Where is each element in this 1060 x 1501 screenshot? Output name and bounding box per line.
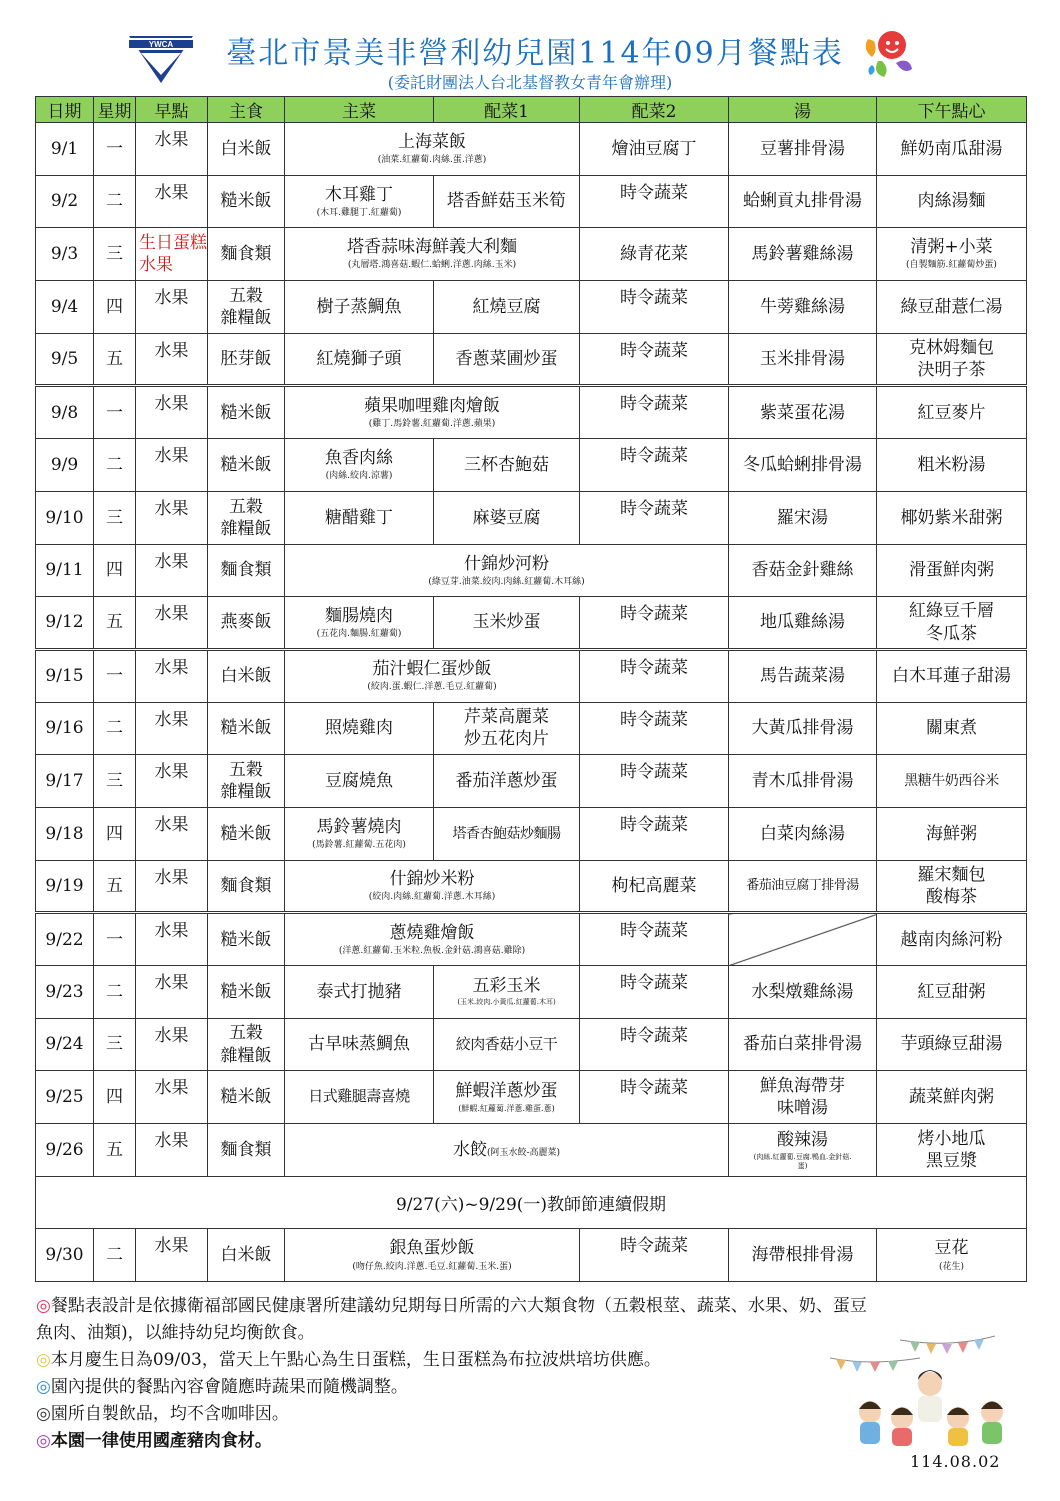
snack-line2: 冬瓜茶 (926, 623, 977, 644)
soup-cell: 番茄油豆腐丁排骨湯 (729, 860, 877, 913)
main-ingredients: (肉絲.絞肉.涼薯) (325, 471, 393, 482)
weekday-cell: 二 (94, 175, 136, 228)
table-row (36, 439, 1027, 492)
main-dish: 魚香肉絲 (325, 448, 393, 469)
main-ingredients: (阿玉水餃-高麗菜) (486, 1147, 561, 1158)
snack-line1: 羅宋麵包 (917, 864, 986, 885)
date-cell: 9/2 (36, 175, 94, 228)
table-row (36, 386, 1027, 439)
staple-cell: 糙米飯 (208, 702, 285, 755)
main-cell: 糖醋雞丁 (285, 491, 434, 544)
table-row (36, 1124, 1027, 1177)
date-cell: 9/19 (36, 860, 94, 913)
snack-cell (877, 228, 1027, 281)
side1-dish: 鮮蝦洋蔥炒蛋 (455, 1081, 558, 1102)
note-text: 餐點表設計是依據衛福部國民健康署所建議幼兒期每日所需的六大類食物（五穀根莖、蔬菜、水果、奶、蛋豆 (50, 1296, 867, 1316)
date-cell: 9/8 (36, 386, 94, 439)
side2-cell: 時令蔬菜 (580, 491, 729, 544)
table-header-row (36, 97, 1027, 123)
main-cell (285, 386, 580, 439)
date-cell: 9/5 (36, 333, 94, 386)
table-row (36, 755, 1027, 808)
soup-cell: 香菇金針雞絲 (729, 544, 877, 597)
breakfast-cell: 水果 (136, 597, 208, 650)
snack-cell: 黑糖牛奶西谷米 (877, 755, 1027, 808)
main-cell (285, 175, 434, 228)
staple-cell (208, 281, 285, 334)
snack-ingredients: (花生) (938, 1261, 965, 1272)
note-mark: ◎ (36, 1377, 51, 1397)
soup-cell: 海帶根排骨湯 (729, 1229, 877, 1282)
snack-cell: 越南肉絲河粉 (877, 913, 1027, 966)
page-title: 臺北市景美非營利幼兒園114年09月餐點表 (226, 36, 844, 71)
snack-cell (877, 597, 1027, 650)
main-cell: 樹子蒸鯛魚 (285, 281, 434, 334)
side2-cell: 時令蔬菜 (580, 913, 729, 966)
col-weekday: 星期 (94, 97, 136, 123)
staple-cell: 胚芽飯 (208, 333, 285, 386)
main-dish: 銀魚蛋炒飯 (389, 1238, 475, 1259)
side1-ingredients: (鮮蝦.紅蘿蔔.洋蔥.雞蛋.蔥) (458, 1104, 555, 1114)
snack-item: 豆花 (934, 1238, 969, 1259)
staple-cell: 糙米飯 (208, 439, 285, 492)
breakfast-cell: 水果 (136, 860, 208, 913)
main-cell (285, 649, 580, 702)
weekday-cell: 一 (94, 386, 136, 439)
main-dish: 什錦炒河粉 (464, 553, 549, 574)
main-dish: 什錦炒米粉 (389, 869, 475, 890)
main-ingredients: (絞肉.蛋.蝦仁.洋蔥.毛豆.紅蘿蔔) (367, 682, 497, 693)
main-cell: 泰式打拋豬 (285, 966, 434, 1019)
main-cell: 豆腐燒魚 (285, 755, 434, 808)
soup-cell: 青木瓜排骨湯 (729, 755, 877, 808)
snack-line1: 烤小地瓜 (917, 1128, 986, 1149)
weekday-cell: 二 (94, 702, 136, 755)
col-side2: 配菜2 (580, 97, 729, 123)
soup-cell: 白菜肉絲湯 (729, 807, 877, 860)
main-cell (285, 1229, 580, 1282)
main-cell (285, 807, 434, 860)
staple-line1: 五穀 (229, 1023, 263, 1044)
snack-ingredients: (自製麵筋.紅蘿蔔炒蛋) (906, 260, 997, 271)
breakfast-cell: 水果 (136, 123, 208, 176)
main-dish: 水餃 (452, 1139, 487, 1160)
snack-line2: 酸梅茶 (926, 886, 977, 907)
breakfast-fruit: 水果 (139, 255, 173, 276)
soup-cell: 牛蒡雞絲湯 (729, 281, 877, 334)
soup-cell (729, 1124, 877, 1177)
soup-cell: 蛤蜊貢丸排骨湯 (729, 175, 877, 228)
soup-cell: 馬鈴薯雞絲湯 (729, 228, 877, 281)
main-cell: 古早味蒸鯛魚 (285, 1018, 434, 1071)
weekday-cell: 四 (94, 544, 136, 597)
weekday-cell: 三 (94, 228, 136, 281)
breakfast-cell: 水果 (136, 755, 208, 808)
weekday-cell: 四 (94, 281, 136, 334)
date-cell: 9/30 (36, 1229, 94, 1282)
weekday-cell: 三 (94, 755, 136, 808)
main-ingredients: (木耳.雞腿丁.紅蘿蔔) (316, 207, 402, 218)
staple-cell (208, 1018, 285, 1071)
breakfast-cell: 水果 (136, 966, 208, 1019)
soup-ingredients-line1: (肉絲.紅蘿蔔.豆腐.鴨血.金針菇. (753, 1152, 852, 1161)
date-cell: 9/4 (36, 281, 94, 334)
soup-ingredients-line2: 蛋) (797, 1161, 808, 1170)
table-row (36, 597, 1027, 650)
staple-cell: 麵食類 (208, 1124, 285, 1177)
staple-cell: 糙米飯 (208, 807, 285, 860)
table-row (36, 228, 1027, 281)
side1-line1: 芹菜高麗菜 (464, 707, 549, 728)
main-dish: 茄汁蝦仁蛋炒飯 (372, 659, 492, 680)
date-cell: 9/1 (36, 123, 94, 176)
snack-cell: 椰奶紫米甜粥 (877, 491, 1027, 544)
breakfast-cell: 水果 (136, 544, 208, 597)
staple-cell: 糙米飯 (208, 1071, 285, 1124)
table-row (36, 966, 1027, 1019)
side2-cell: 時令蔬菜 (580, 1229, 729, 1282)
ywca-logo (127, 33, 195, 85)
soup-cell: 玉米排骨湯 (729, 333, 877, 386)
date-cell: 9/22 (36, 913, 94, 966)
col-staple: 主食 (208, 97, 285, 123)
soup-cell: 羅宋湯 (729, 491, 877, 544)
weekday-cell: 五 (94, 333, 136, 386)
main-dish: 塔香蒜味海鮮義大利麵 (347, 237, 517, 258)
weekday-cell: 三 (94, 491, 136, 544)
weekday-cell: 一 (94, 913, 136, 966)
staple-line2: 雜糧飯 (220, 782, 272, 803)
table-row (36, 913, 1027, 966)
staple-line1: 五穀 (229, 760, 263, 780)
note-text: 本月慶生日為09/03，當天上午點心為生日蛋糕，生日蛋糕為布拉波烘培坊供應。 (50, 1350, 661, 1370)
main-dish: 馬鈴薯燒肉 (316, 816, 402, 837)
side2-cell: 燴油豆腐丁 (580, 123, 729, 176)
main-dish: 蘋果咖哩雞肉燴飯 (364, 395, 500, 416)
main-ingredients: (丸層塔.鴻喜菇.蝦仁.蛤蜊.洋蔥.肉絲.玉米) (347, 260, 517, 271)
side2-cell: 時令蔬菜 (580, 807, 729, 860)
staple-cell: 糙米飯 (208, 175, 285, 228)
side2-cell: 時令蔬菜 (580, 1018, 729, 1071)
breakfast-cell: 水果 (136, 1229, 208, 1282)
side2-cell: 時令蔬菜 (580, 175, 729, 228)
side1-cell: 玉米炒蛋 (434, 597, 580, 650)
soup-item: 酸辣湯 (777, 1130, 828, 1151)
main-ingredients: (絞肉.肉絲.紅蘿蔔.洋蔥.木耳絲) (368, 892, 496, 903)
main-cell (285, 597, 434, 650)
side1-cell: 麻婆豆腐 (434, 491, 580, 544)
side1-cell: 紅燒豆腐 (434, 281, 580, 334)
note-mark: ◎ (36, 1296, 51, 1316)
staple-cell: 白米飯 (208, 649, 285, 702)
side1-ingredients: (玉米.絞肉.小黃瓜.紅蘿蔔.木耳) (457, 998, 556, 1007)
main-cell (285, 913, 580, 966)
weekday-cell: 二 (94, 439, 136, 492)
note-mark: ◎ (36, 1350, 51, 1370)
col-soup: 湯 (729, 97, 877, 123)
staple-line2: 雜糧飯 (220, 518, 272, 539)
table-row (36, 807, 1027, 860)
breakfast-cell: 水果 (136, 1071, 208, 1124)
snack-cell: 芋頭綠豆甜湯 (877, 1018, 1027, 1071)
snack-cell: 綠豆甜薏仁湯 (877, 281, 1027, 334)
snack-cell: 蔬菜鮮肉粥 (877, 1071, 1027, 1124)
snack-cell: 白木耳蓮子甜湯 (877, 649, 1027, 702)
main-cell: 紅燒獅子頭 (285, 333, 434, 386)
side1-cell: 三杯杏鮑菇 (434, 439, 580, 492)
col-snack: 下午點心 (877, 97, 1027, 123)
staple-cell: 糙米飯 (208, 966, 285, 1019)
staple-cell: 麵食類 (208, 860, 285, 913)
side2-cell: 時令蔬菜 (580, 386, 729, 439)
weekday-cell: 四 (94, 807, 136, 860)
holiday-row (36, 1176, 1027, 1229)
weekday-cell: 一 (94, 123, 136, 176)
weekday-cell: 二 (94, 1229, 136, 1282)
snack-line1: 紅綠豆千層 (909, 601, 994, 622)
main-cell (285, 544, 729, 597)
soup-cell: 大黃瓜排骨湯 (729, 702, 877, 755)
weekday-cell: 五 (94, 860, 136, 913)
soup-cell-empty (729, 913, 877, 966)
note-nutrition-cont: 魚肉、油類)，以維持幼兒均衡飲食。 (36, 1323, 315, 1343)
note-text: 園所自製飲品，均不含咖啡因。 (50, 1404, 289, 1424)
snack-line1: 克林姆麵包 (909, 338, 994, 358)
main-cell: 照燒雞肉 (285, 702, 434, 755)
soup-cell: 冬瓜蛤蜊排骨湯 (729, 439, 877, 492)
date-cell: 9/11 (36, 544, 94, 597)
page-subtitle: (委託財團法人台北基督教女青年會辦理) (387, 73, 673, 92)
breakfast-cell (136, 228, 208, 281)
date-cell: 9/24 (36, 1018, 94, 1071)
breakfast-cell: 水果 (136, 175, 208, 228)
snack-cell: 紅豆麥片 (877, 386, 1027, 439)
snack-cell (877, 1229, 1027, 1282)
side2-cell: 時令蔬菜 (580, 1071, 729, 1124)
col-date: 日期 (36, 97, 94, 123)
col-main: 主菜 (285, 97, 434, 123)
side2-cell: 時令蔬菜 (580, 966, 729, 1019)
staple-cell: 糙米飯 (208, 386, 285, 439)
date-cell: 9/23 (36, 966, 94, 1019)
breakfast-cell: 水果 (136, 333, 208, 386)
main-ingredients: (洋蔥.紅蘿蔔.玉米粒.魚板.金針菇.鴻喜菇.雞除) (338, 945, 526, 956)
snack-cell: 滑蛋鮮肉粥 (877, 544, 1027, 597)
note-mark: ◎ (36, 1404, 51, 1424)
main-cell (285, 228, 580, 281)
col-side1: 配菜1 (434, 97, 580, 123)
page-header (0, 0, 1060, 96)
soup-cell: 水梨燉雞絲湯 (729, 966, 877, 1019)
main-ingredients: (吻仔魚.絞肉.洋蔥.毛豆.紅蘿蔔.玉米.蛋) (352, 1261, 512, 1272)
table-row (36, 491, 1027, 544)
version-date: 114.08.02 (910, 1452, 1001, 1471)
snack-cell: 海鮮粥 (877, 807, 1027, 860)
side2-cell: 時令蔬菜 (580, 439, 729, 492)
smiley-flower-logo (858, 25, 918, 85)
staple-cell: 燕麥飯 (208, 597, 285, 650)
weekday-cell: 一 (94, 649, 136, 702)
snack-cell: 鮮奶南瓜甜湯 (877, 123, 1027, 176)
main-ingredients: (五花肉.麵腸.紅蘿蔔) (316, 628, 402, 639)
side2-cell: 時令蔬菜 (580, 281, 729, 334)
weekday-cell: 四 (94, 1071, 136, 1124)
side1-cell: 塔香杏鮑菇炒麵腸 (434, 807, 580, 860)
table-row (36, 702, 1027, 755)
snack-cell (877, 333, 1027, 386)
table-row (36, 281, 1027, 334)
table-row (36, 333, 1027, 386)
main-cell (285, 123, 580, 176)
staple-cell: 白米飯 (208, 1229, 285, 1282)
children-teacher-illustration (830, 1332, 1030, 1447)
weekday-cell: 五 (94, 1124, 136, 1177)
main-ingredients: (雞丁.馬鈴薯.紅蘿蔔.洋蔥.蘋果) (368, 419, 496, 430)
snack-line2: 決明子茶 (917, 360, 986, 381)
breakfast-cell: 水果 (136, 702, 208, 755)
staple-cell (208, 755, 285, 808)
date-cell: 9/25 (36, 1071, 94, 1124)
date-cell: 9/12 (36, 597, 94, 650)
soup-cell: 番茄白菜排骨湯 (729, 1018, 877, 1071)
breakfast-cell: 水果 (136, 913, 208, 966)
snack-cell: 關東煮 (877, 702, 1027, 755)
date-cell: 9/26 (36, 1124, 94, 1177)
main-dish: 蔥燒雞燴飯 (389, 922, 475, 943)
breakfast-cell: 水果 (136, 281, 208, 334)
breakfast-cell: 水果 (136, 1018, 208, 1071)
staple-line2: 雜糧飯 (220, 307, 272, 328)
ywca-logo-text: YWCA (148, 40, 174, 49)
staple-cell: 麵食類 (208, 544, 285, 597)
note-text: 本園一律使用國產豬肉食材。 (50, 1431, 272, 1451)
side2-cell: 綠青花菜 (580, 228, 729, 281)
side1-line2: 炒五花肉片 (464, 729, 549, 750)
staple-line1: 五穀 (229, 496, 263, 517)
breakfast-cell: 水果 (136, 491, 208, 544)
table-row (36, 649, 1027, 702)
side2-cell: 時令蔬菜 (580, 333, 729, 386)
side1-dish: 五彩玉米 (472, 976, 541, 997)
date-cell: 9/18 (36, 807, 94, 860)
soup-cell: 豆薯排骨湯 (729, 123, 877, 176)
breakfast-cell: 水果 (136, 1124, 208, 1177)
staple-cell (208, 491, 285, 544)
soup-cell: 紫菜蛋花湯 (729, 386, 877, 439)
main-dish: 麵腸燒肉 (325, 605, 393, 626)
table-row (36, 1018, 1027, 1071)
snack-cell: 肉絲湯麵 (877, 175, 1027, 228)
breakfast-cell: 水果 (136, 807, 208, 860)
side1-cell: 絞肉香菇小豆干 (434, 1018, 580, 1071)
main-cell (285, 860, 580, 913)
weekday-cell: 二 (94, 966, 136, 1019)
breakfast-cell: 水果 (136, 386, 208, 439)
side1-cell (434, 966, 580, 1019)
main-dish: 上海菜飯 (398, 132, 466, 152)
staple-cell: 麵食類 (208, 228, 285, 281)
date-cell: 9/16 (36, 702, 94, 755)
breakfast-cell: 水果 (136, 439, 208, 492)
table-row (36, 123, 1027, 176)
snack-cell (877, 1124, 1027, 1177)
snack-item: 清粥+小菜 (910, 237, 993, 258)
side1-cell: 塔香鮮菇玉米筍 (434, 175, 580, 228)
note-nutrition (36, 1293, 1036, 1320)
note-text: 園內提供的餐點內容會隨應時蔬果而隨機調整。 (50, 1377, 408, 1397)
main-ingredients: (油菜.紅蘿蔔.肉絲.蛋.洋蔥) (377, 155, 487, 166)
main-cell (285, 439, 434, 492)
side2-cell: 時令蔬菜 (580, 597, 729, 650)
holiday-notice: 9/27(六)~9/29(一)教師節連續假期 (36, 1176, 1027, 1229)
side1-cell: 香蔥菜圃炒蛋 (434, 333, 580, 386)
main-cell (285, 1124, 729, 1177)
table-row (36, 544, 1027, 597)
table-row (36, 175, 1027, 228)
side2-cell: 時令蔬菜 (580, 702, 729, 755)
side1-cell (434, 702, 580, 755)
main-ingredients: (綠豆芽.油菜.絞肉.肉絲.紅蘿蔔.木耳絲) (428, 576, 585, 587)
col-breakfast: 早點 (136, 97, 208, 123)
soup-cell: 地瓜雞絲湯 (729, 597, 877, 650)
table-row (36, 860, 1027, 913)
soup-line2: 味噌湯 (777, 1098, 828, 1119)
snack-cell: 粗米粉湯 (877, 439, 1027, 492)
date-cell: 9/15 (36, 649, 94, 702)
soup-cell: 馬告蔬菜湯 (729, 649, 877, 702)
side1-cell: 番茄洋蔥炒蛋 (434, 755, 580, 808)
weekday-cell: 三 (94, 1018, 136, 1071)
soup-cell (729, 1071, 877, 1124)
main-dish: 木耳雞丁 (325, 184, 393, 205)
menu-table (35, 96, 1027, 1282)
breakfast-cell: 水果 (136, 649, 208, 702)
staple-cell: 白米飯 (208, 123, 285, 176)
staple-line2: 雜糧飯 (220, 1045, 272, 1066)
birthday-cake-label: 生日蛋糕 (139, 233, 207, 254)
side1-cell (434, 1071, 580, 1124)
date-cell: 9/9 (36, 439, 94, 492)
date-cell: 9/3 (36, 228, 94, 281)
table-row (36, 1071, 1027, 1124)
main-ingredients: (馬鈴薯.紅蘿蔔.五花肉) (312, 840, 406, 851)
snack-line2: 黑豆漿 (926, 1150, 977, 1171)
main-cell: 日式雞腿壽喜燒 (285, 1071, 434, 1124)
soup-line1: 鮮魚海帶芽 (760, 1076, 845, 1097)
date-cell: 9/17 (36, 755, 94, 808)
side2-cell: 時令蔬菜 (580, 649, 729, 702)
note-mark: ◎ (36, 1431, 51, 1451)
snack-cell: 紅豆甜粥 (877, 966, 1027, 1019)
table-row (36, 1229, 1027, 1282)
weekday-cell: 五 (94, 597, 136, 650)
side2-cell: 時令蔬菜 (580, 755, 729, 808)
snack-cell (877, 860, 1027, 913)
staple-cell: 糙米飯 (208, 913, 285, 966)
side2-cell: 枸杞高麗菜 (580, 860, 729, 913)
date-cell: 9/10 (36, 491, 94, 544)
staple-line1: 五穀 (229, 285, 263, 306)
